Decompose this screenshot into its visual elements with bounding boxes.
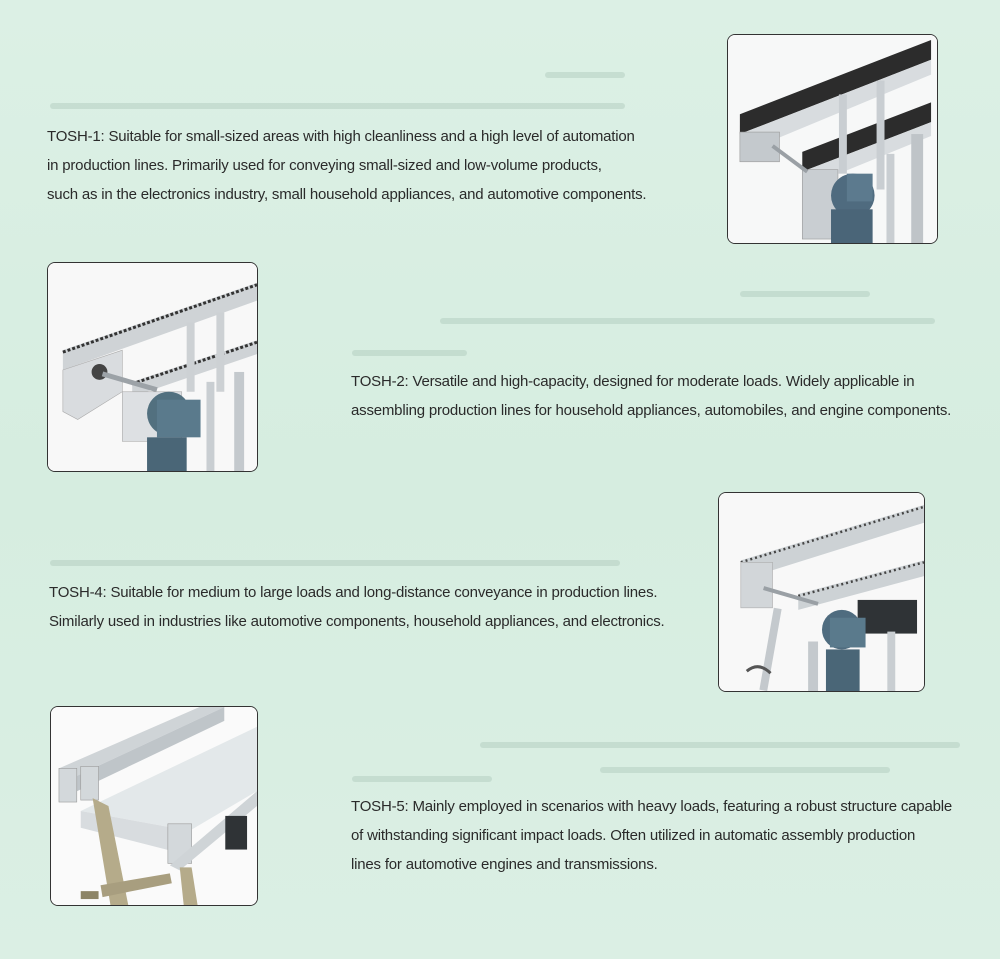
ghost-text xyxy=(545,72,625,78)
ghost-text xyxy=(480,742,960,748)
tosh-2-description xyxy=(351,367,991,425)
ghost-text xyxy=(600,767,890,773)
description-line: lines for automotive engines and transmissions. xyxy=(351,856,658,873)
description-line: assembling production lines for household appliances, automobiles, and engine components. xyxy=(351,402,952,419)
description-line: TOSH-1: Suitable for small-sized areas with high cleanliness and a high level of automation xyxy=(47,128,635,145)
conveyor-illustration xyxy=(48,263,257,471)
conveyor-illustration xyxy=(51,707,257,905)
tosh-5-conveyor-image xyxy=(50,706,258,906)
description-line: TOSH-2: Versatile and high-capacity, designed for moderate loads. Widely applicable in xyxy=(351,373,915,390)
ghost-text xyxy=(50,103,625,109)
description-line: Similarly used in industries like automotive components, household appliances, and electronics. xyxy=(49,613,665,630)
ghost-text xyxy=(440,318,935,324)
tosh-4-description xyxy=(49,578,709,636)
tosh-2-conveyor-image xyxy=(47,262,258,472)
ghost-text xyxy=(352,350,467,356)
conveyor-illustration xyxy=(728,35,937,243)
ghost-text xyxy=(352,776,492,782)
description-line: of withstanding significant impact loads. Often utilized in automatic assembly production xyxy=(351,827,916,844)
tosh-1-conveyor-image xyxy=(727,34,938,244)
tosh-1-description xyxy=(47,122,707,209)
ghost-text xyxy=(740,291,870,297)
description-line: TOSH-4: Suitable for medium to large loads and long-distance conveyance in production lines. xyxy=(49,584,658,601)
conveyor-illustration xyxy=(719,493,924,691)
description-line: such as in the electronics industry, small household appliances, and automotive components. xyxy=(47,186,647,203)
tosh-5-description xyxy=(351,792,991,879)
tosh-4-conveyor-image xyxy=(718,492,925,692)
description-line: TOSH-5: Mainly employed in scenarios with heavy loads, featuring a robust structure capable xyxy=(351,798,952,815)
ghost-text xyxy=(50,560,620,566)
description-line: in production lines. Primarily used for conveying small-sized and low-volume products, xyxy=(47,157,602,174)
